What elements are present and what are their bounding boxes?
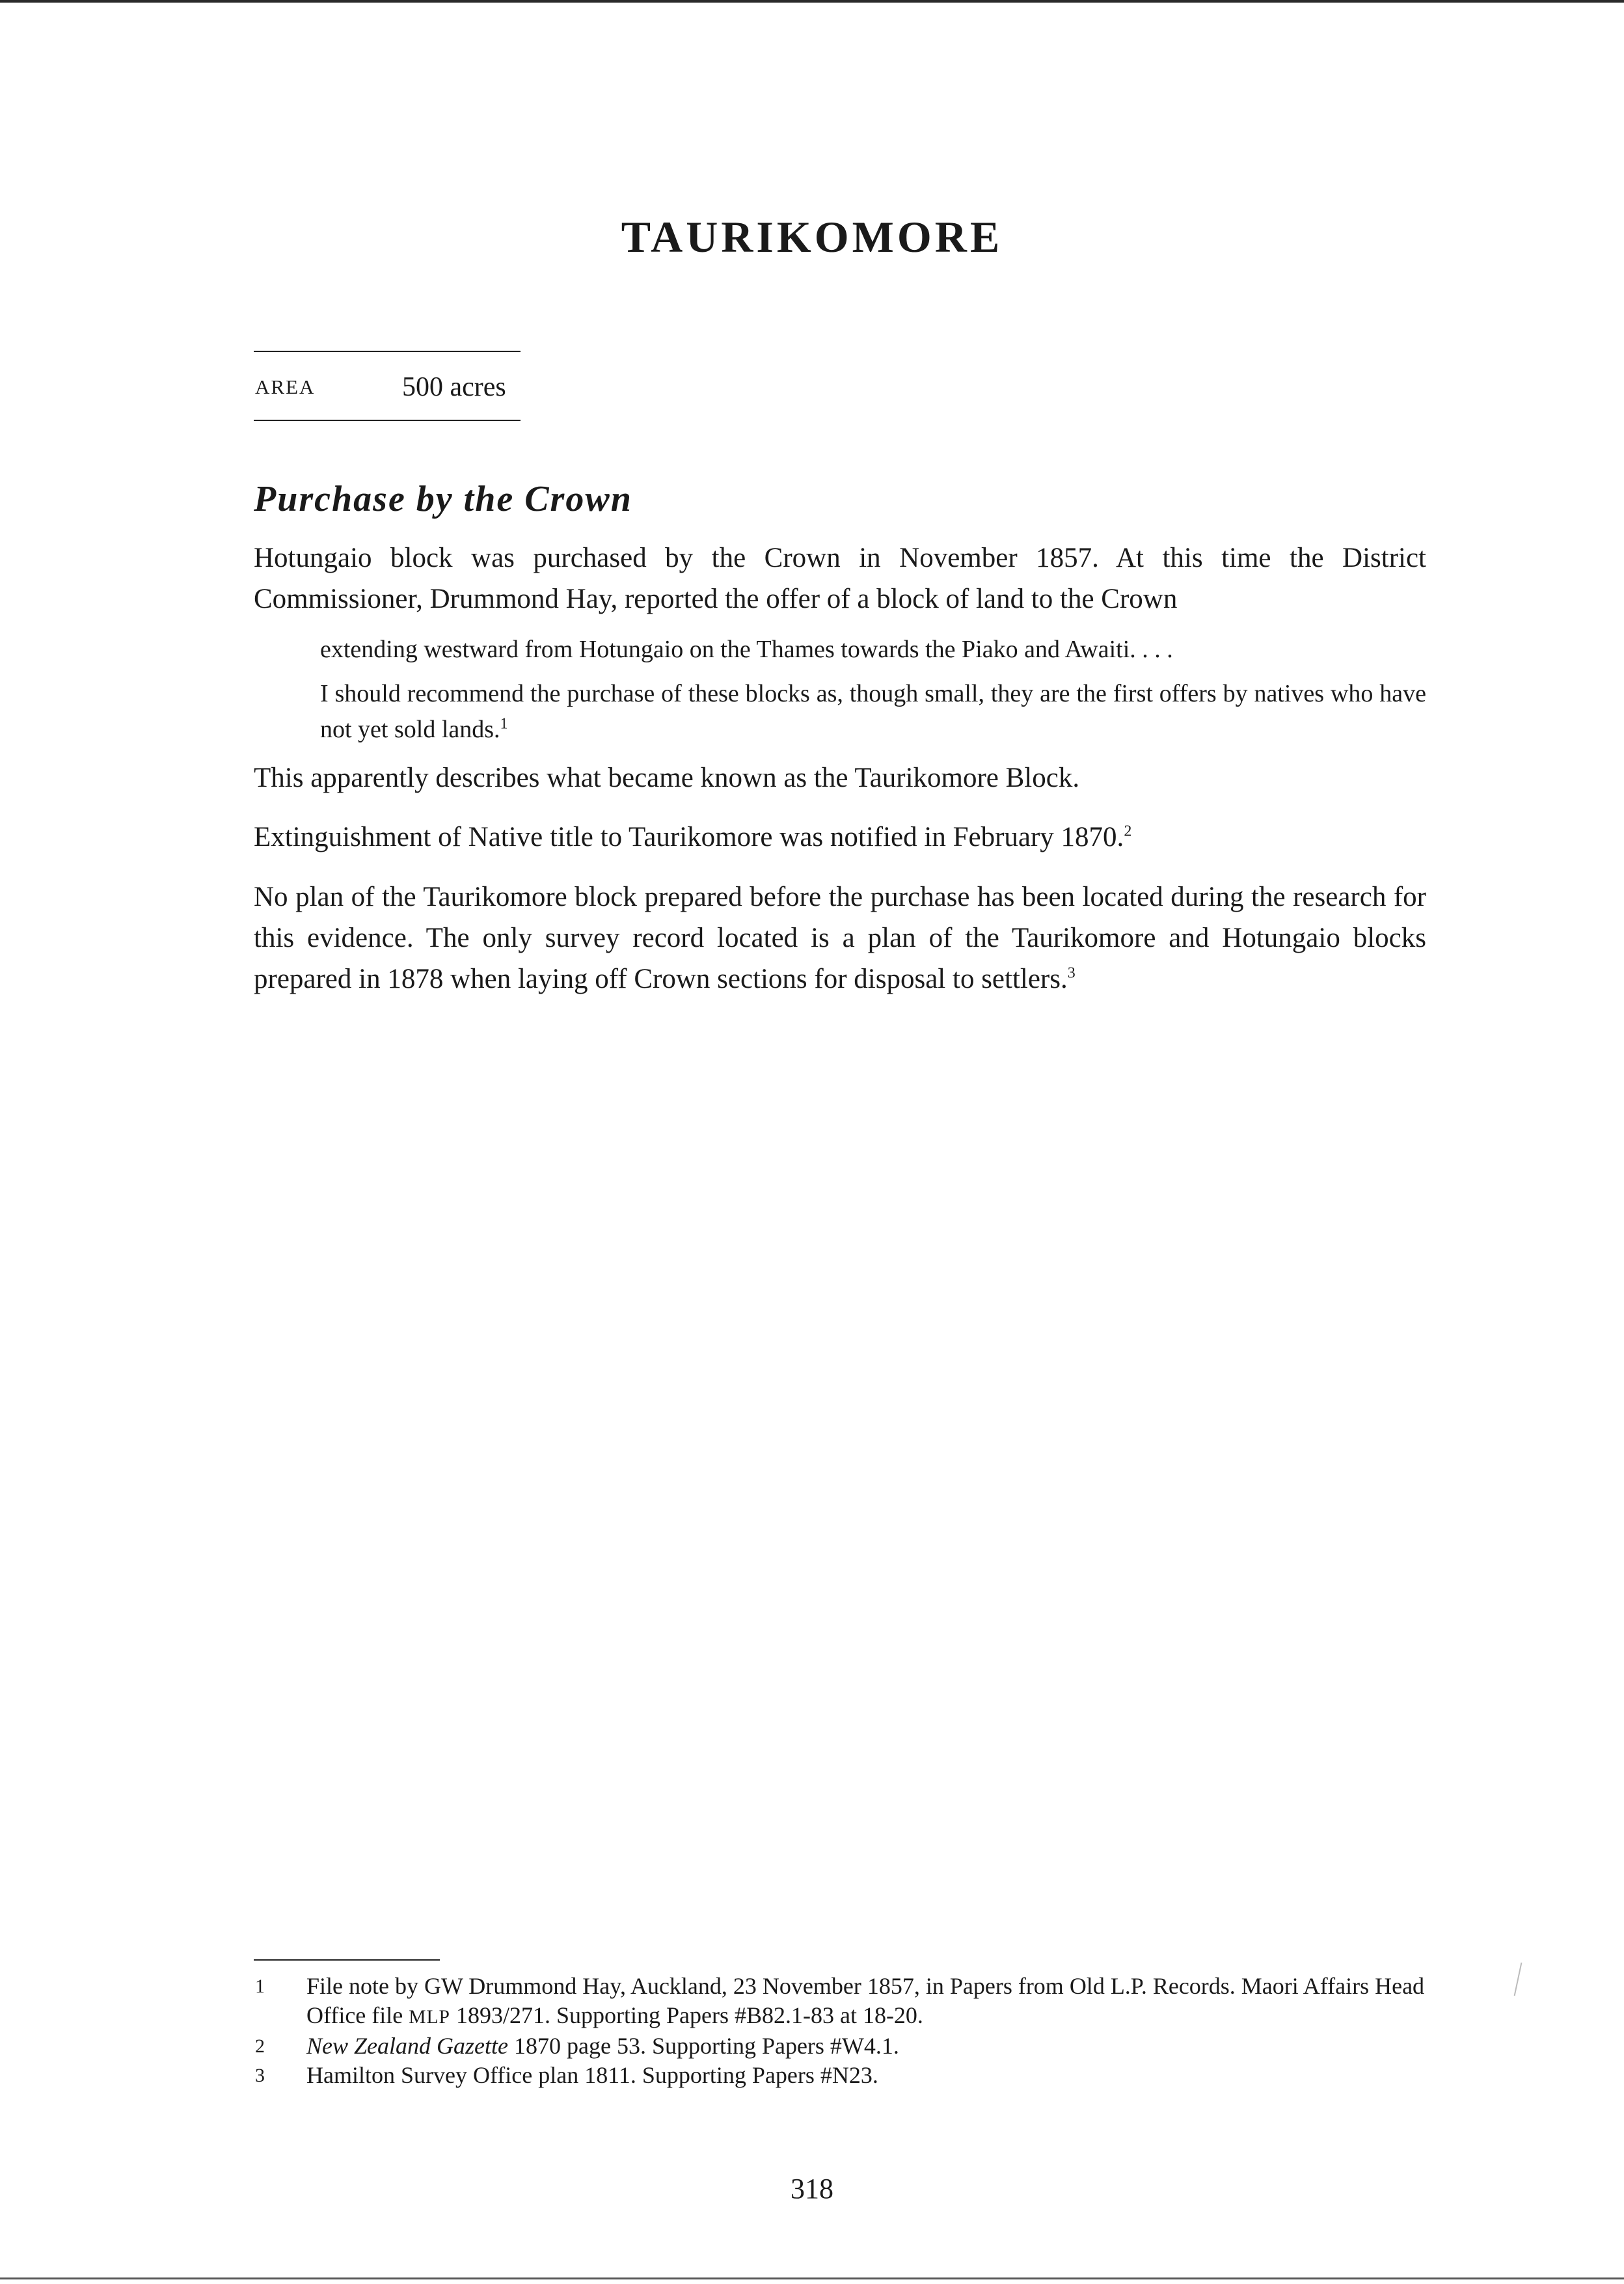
margin-mark [1514,1963,1525,1996]
area-table [254,351,521,421]
area-value: 500 acres [402,372,506,402]
footnote-1-number: 1 [255,1976,265,1997]
footnote-1-text [306,1972,1426,2032]
footnote-2-italic: New Zealand Gazette [306,2033,508,2059]
footnote-ref-1[interactable]: 1 [500,715,508,733]
paragraph-4-text: No plan of the Taurikomore block prepared before the purchase has been located during the research for this evidence. The only survey record located is a plan of the Taurikomore and Hotungaio blocks prepared in 1878 when laying off Crown sections for disposal to settlers. [254,882,1426,994]
paragraph-2 [254,757,1426,798]
footnote-1-text-b: 1893/271. Supporting Papers #B82.1-83 at 18-20. [450,2002,923,2028]
footnote-ref-3[interactable]: 3 [1067,964,1076,982]
area-label: AREA [255,375,316,398]
quote-2-text: I should recommend the purchase of these blocks as, though small, they are the first offers by natives who have not yet sold lands. [320,680,1426,743]
footnote-1-text-a: File note by GW Drummond Hay, Auckland, 23 November 1857, in Papers from Old L.P. Records. Maori Affairs Head Office file [306,1973,1425,2028]
paragraph-4 [254,877,1426,999]
section-heading: Purchase by the Crown [254,479,632,519]
scan-edge-bottom [0,2277,1624,2279]
page-number: 318 [791,2173,833,2205]
footnote-1-smallcaps: MLP [409,2007,450,2028]
scan-edge-top [0,0,1624,3]
quote-2 [320,676,1426,748]
paragraph-2-text: This apparently describes what became known as the Taurikomore Block. [254,763,1080,793]
quote-1-text: extending westward from Hotungaio on the Thames towards the Piako and Awaiti. . . . [320,636,1173,663]
footnote-2-rest: 1870 page 53. Supporting Papers #W4.1. [508,2033,899,2059]
page-title: TAURIKOMORE [621,212,1003,262]
footnote-3-number: 3 [255,2065,265,2086]
footnote-2-number: 2 [255,2035,265,2057]
paragraph-1-text: Hotungaio block was purchased by the Crown in November 1857. At this time the District Commissioner, Drummond Hay, reported the offer of a block of land to the Crown [254,543,1426,614]
footnote-ref-2[interactable]: 2 [1124,823,1132,840]
paragraph-1 [254,537,1426,619]
quote-1 [320,632,1426,668]
footnote-divider [254,1959,440,1961]
paragraph-3 [254,817,1426,858]
paragraph-3-text: Extinguishment of Native title to Taurikomore was notified in February 1870. [254,822,1124,852]
footnote-3-text: Hamilton Survey Office plan 1811. Supporting Papers #N23. [306,2062,878,2088]
footnote-2-text [306,2032,1426,2061]
